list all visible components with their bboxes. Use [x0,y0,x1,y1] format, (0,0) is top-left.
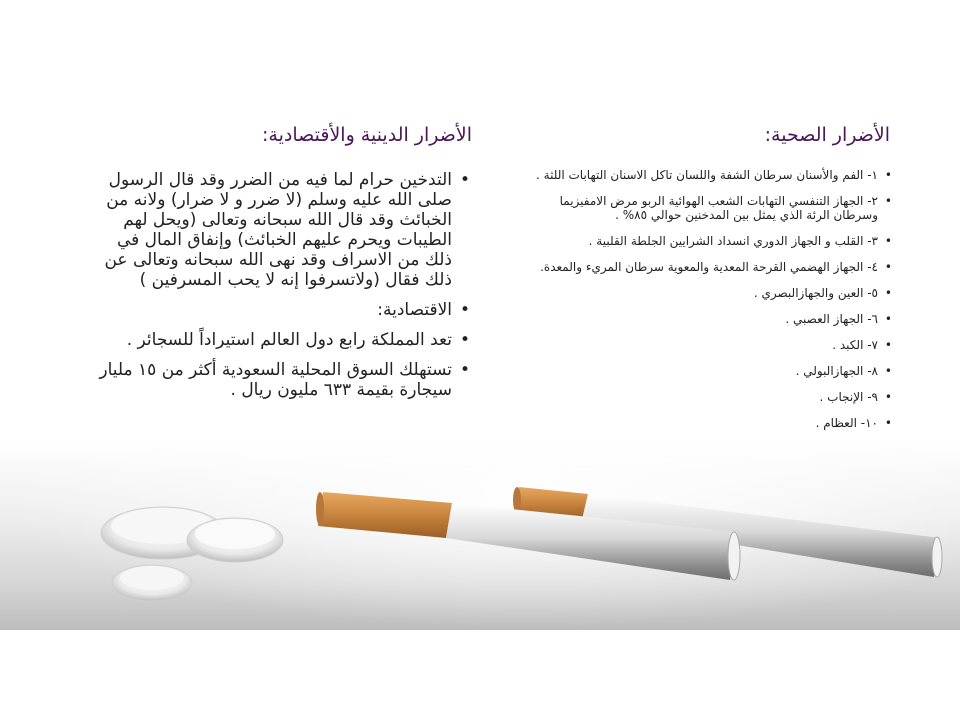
list-item: • ٦- الجهاز العصبي . [512,312,892,326]
health-title: الأضرار الصحية: [764,124,890,146]
list-item: • تعد المملكة رابع دول العالم استيراداً للسجائر . [90,330,470,350]
list-item: • ٢- الجهاز التنفسي التهابات الشعب الهوائية الربو مرض الامفيزيما وسرطان الرئة الذي يمثل بين المدخنين حوالي ٨٥% . [512,194,892,222]
list-item: • ٣- القلب و الجهاز الدوري انسداد الشرايين الجلطة القلبية . [512,234,892,248]
list-item: • التدخين حرام لما فيه من الضرر وقد قال الرسول صلى الله عليه وسلم (لا ضرر و لا ضرار) ولانه من الخبائث وقد قال الله سبحانه وتعالى (ويحل لهم الطيبات ويحرم عليهم الخبائث) وإنفاق المال في ذلك من الاسراف وقد نهى الله سبحانه وتعالى عن ذلك فقال (ولاتسرفوا إنه لا يحب المسرفين ) [90,170,470,290]
list-item: • ٧- الكبد . [512,338,892,352]
list-item: • ٥- العين والجهازالبصري . [512,286,892,300]
pills [101,507,283,601]
decor-illustration [0,440,960,630]
list-item: • ٨- الجهازالبولي . [512,364,892,378]
religious-economic-list [90,170,470,410]
list-item: • ٩- الإنجاب . [512,390,892,404]
list-item: • ١- الفم والأسنان سرطان الشفة واللسان تاكل الاسنان التهابات اللثة . [512,168,892,182]
health-list [512,168,892,442]
religious-economic-title: الأضرار الدينية والأقتصادية: [262,124,472,146]
list-item: • ٤- الجهاز الهضمي القرحة المعدية والمعوية سرطان المريء والمعدة. [512,260,892,274]
list-item: • ١٠- العظام . [512,416,892,430]
list-item: • الاقتصادية: [90,300,470,320]
list-item: • تستهلك السوق المحلية السعودية أكثر من ١٥ مليار سيجارة بقيمة ٦٣٣ مليون ريال . [90,360,470,400]
